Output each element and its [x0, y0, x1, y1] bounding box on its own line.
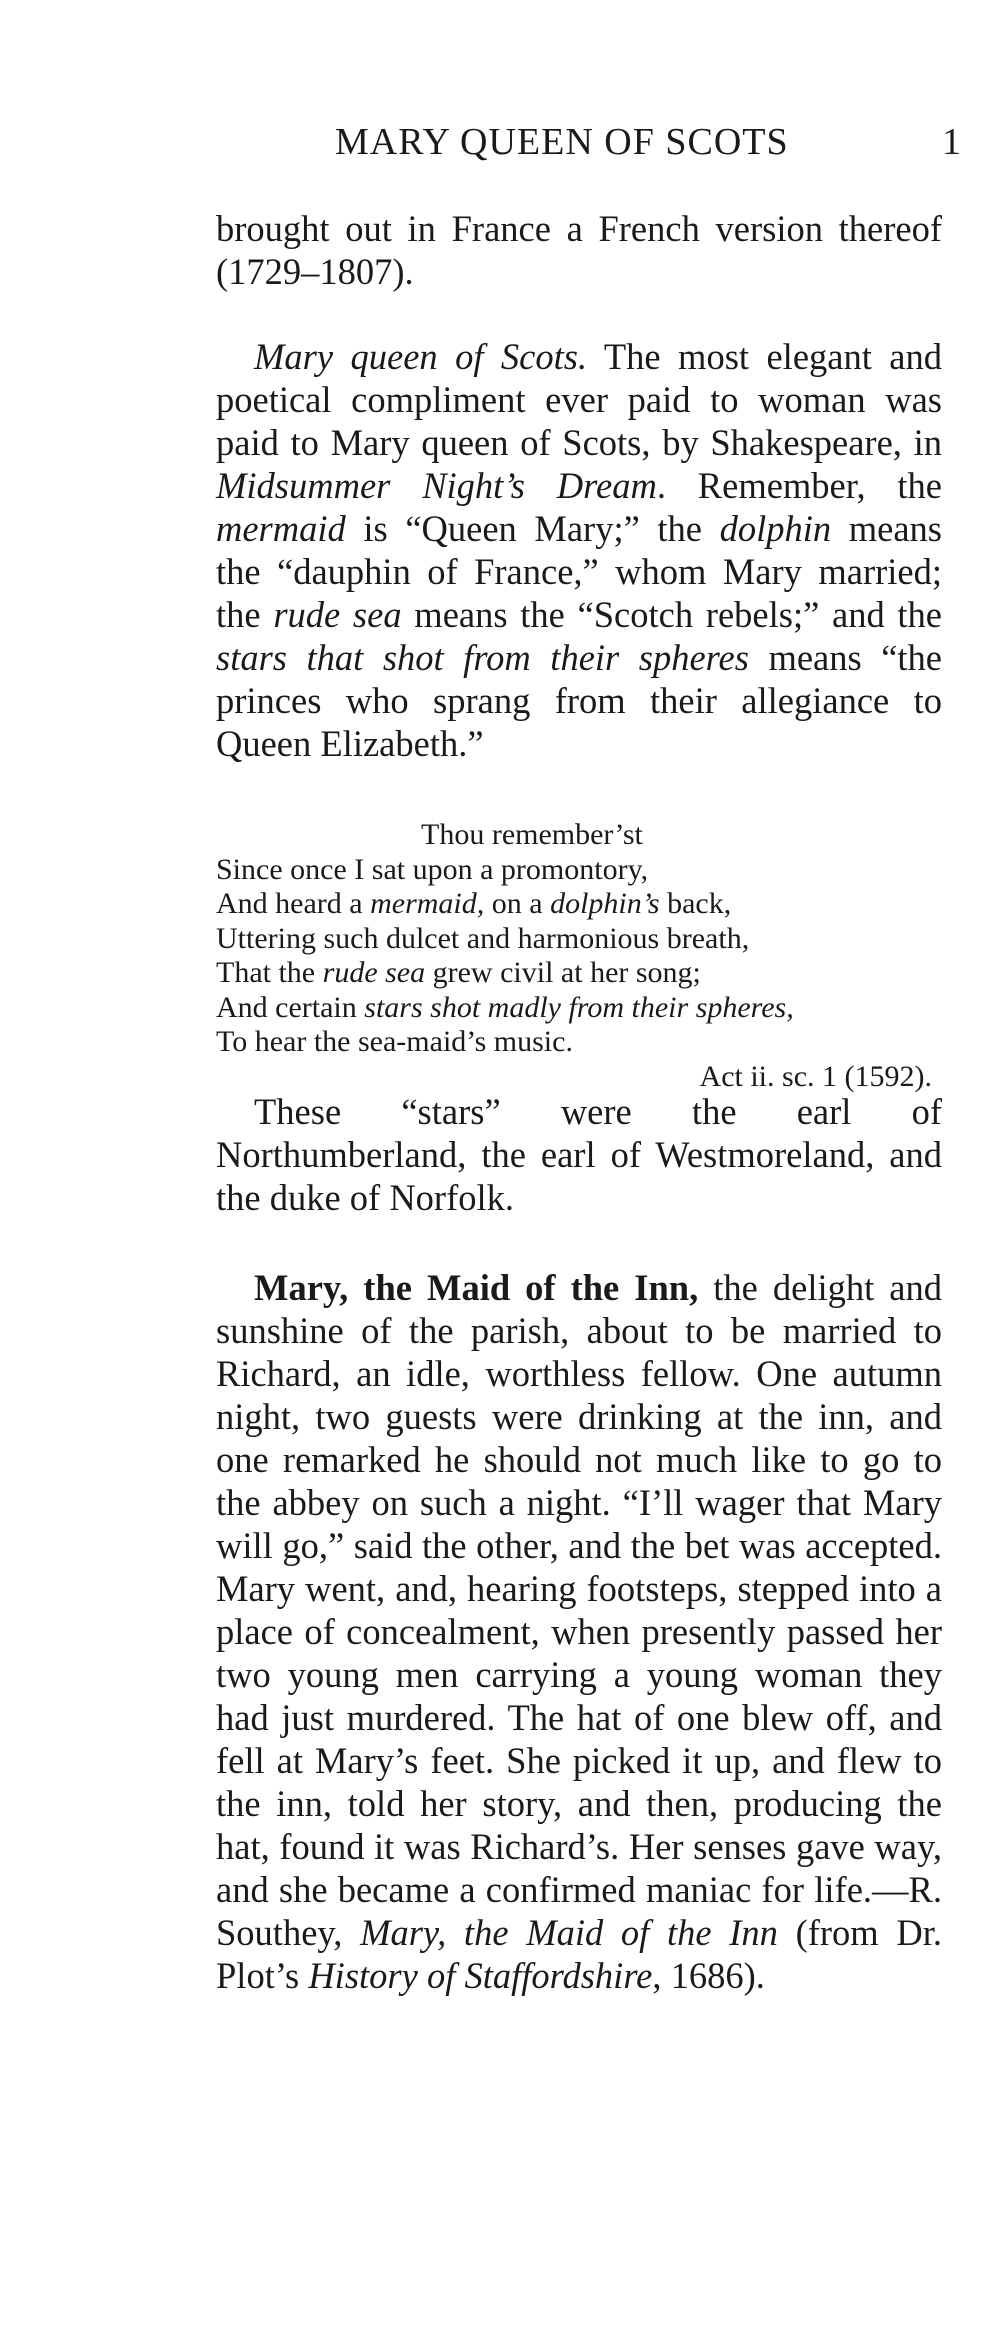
entry-text: (from Dr. Plot’s — [216, 1912, 942, 1996]
verse-line: Thou remember’st — [421, 818, 643, 851]
running-title: MARY QUEEN OF SCOTS — [335, 121, 789, 163]
verse-citation: Act ii. sc. 1 (1592). — [699, 1059, 932, 1093]
verse-line — [216, 887, 942, 922]
entry-text: The most elegant and poetical compliment ever paid to woman was paid to Mary queen of Scots, by Shakespeare, in — [216, 336, 942, 463]
play-title: Midsummer Night’s Dream — [216, 465, 657, 506]
verse-emphasis: dolphin’s — [550, 887, 660, 920]
verse-line: Uttering such dulcet and harmonious breath, — [216, 921, 750, 955]
page-number: 1 — [942, 121, 962, 163]
verse-text: on a — [484, 887, 551, 920]
emphasis-stars: stars that shot from their spheres — [216, 637, 749, 678]
entry-text: is “Queen Mary;” the — [345, 508, 720, 549]
entry-text: means the “dauphin of France,” whom Mary married; the — [216, 508, 942, 635]
paragraph-stars-note — [216, 1090, 942, 1219]
emphasis-mermaid: mermaid — [216, 508, 346, 549]
entry-headword: Mary, the Maid of the Inn, — [254, 1267, 699, 1308]
paragraph-text: These “stars” were the earl of Northumberland, the earl of Westmoreland, and the duke of Norfolk. — [216, 1091, 942, 1218]
verse-line: Since once I sat upon a promontory, — [216, 852, 649, 886]
verse-line — [216, 956, 942, 991]
entry-text: the delight and sunshine of the parish, about to be married to Richard, an idle, worthless fellow. One autumn night, two guests were drinking at the inn, and one remarked he should not much like to go to the abbey on such a night. “I’ll wager that Mary will go,” said the other, and the bet was accepted. Mary went, and, hearing footsteps, stepped into a place of concealment, when presently passed her two young men carrying a young woman they had just murdered. The hat of one blew off, and fell at Mary’s feet. She picked it up, and flew to the inn, told her story, and then, producing the hat, found it was Richard’s. Her senses gave way, and she became a confirmed maniac for life.—R. Southey, — [216, 1267, 943, 1953]
verse-quotation — [216, 818, 942, 1094]
paragraph-continuation — [216, 207, 942, 293]
verse-line: To hear the sea-maid’s music. — [216, 1025, 573, 1058]
verse-text: And heard a — [216, 887, 371, 920]
verse-emphasis: stars shot madly from their spheres, — [364, 990, 794, 1024]
verse-text: And certain — [216, 990, 365, 1024]
entry-headword: Mary queen of Scots. — [254, 336, 588, 377]
verse-emphasis: mermaid, — [370, 887, 485, 920]
poem-title: Mary, the Maid of the Inn — [360, 1912, 778, 1953]
verse-emphasis: rude sea — [322, 956, 426, 989]
verse-text: back, — [659, 887, 732, 920]
book-title: History of Staffordshire — [308, 1955, 653, 1996]
verse-line — [216, 991, 942, 1026]
running-header — [0, 120, 1000, 180]
verse-text: grew civil at her song; — [425, 956, 701, 989]
emphasis-dolphin: dolphin — [719, 508, 832, 549]
verse-text: That the — [216, 956, 323, 989]
entry-mary-queen-of-scots — [216, 335, 942, 765]
paragraph-text: brought out in France a French version thereof (1729–1807). — [216, 208, 942, 292]
entry-text: . Remember, the — [656, 465, 942, 506]
entry-text: means the “Scotch rebels;” and the — [401, 594, 943, 635]
emphasis-rude-sea: rude sea — [273, 594, 402, 635]
entry-mary-maid-of-the-inn — [216, 1266, 942, 1997]
entry-text: means “the princes who sprang from their allegiance to Queen Elizabeth.” — [216, 637, 942, 764]
entry-text: , 1686). — [652, 1955, 765, 1996]
